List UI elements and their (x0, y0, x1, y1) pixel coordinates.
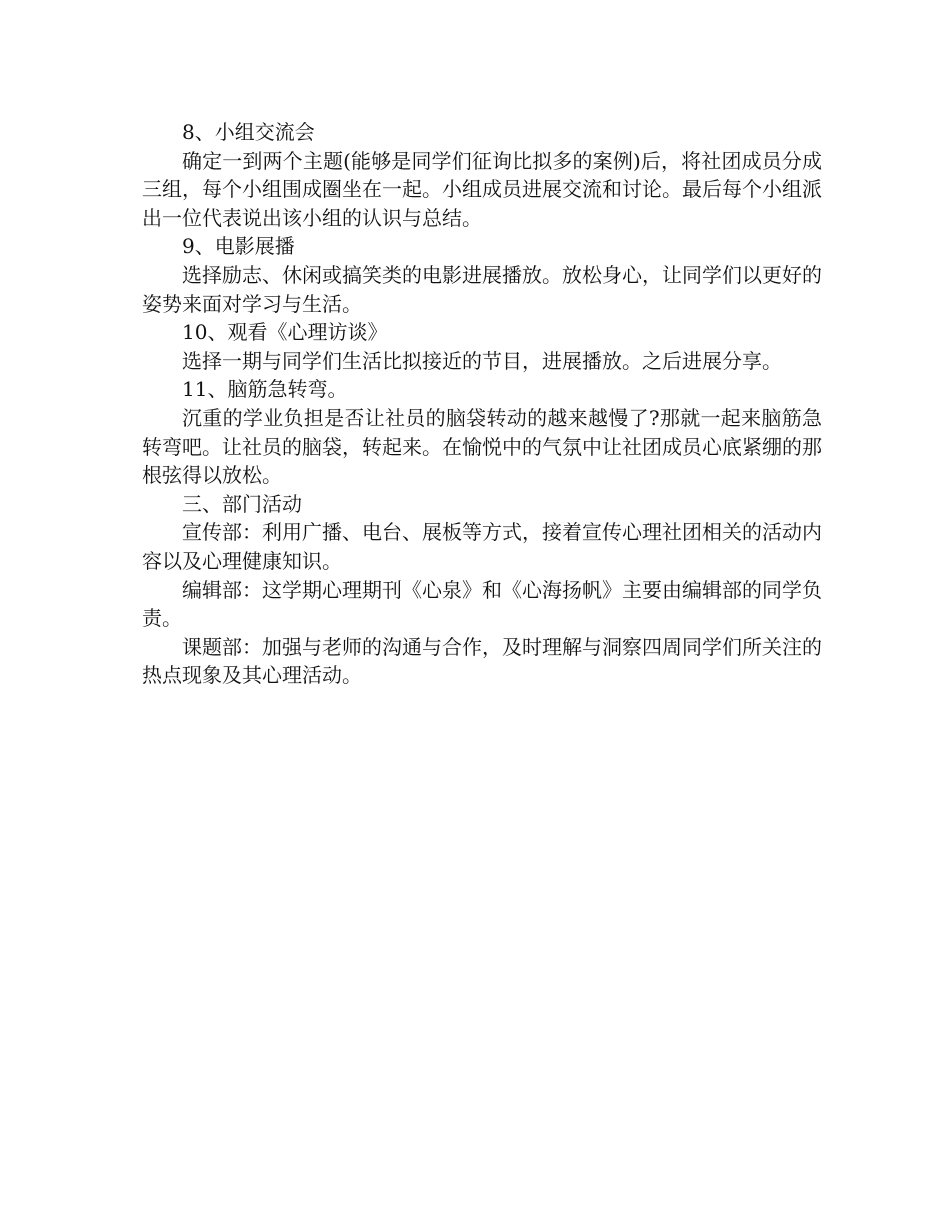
section-heading-11: 11、脑筋急转弯。 (182, 377, 348, 402)
paragraph-9: 选择励志、休闲或搞笑类的电影进展播放。放松身心，让同学们以更好的姿势来面对学习与生活。 (142, 262, 822, 316)
section-heading-9: 9、电影展播 (182, 234, 295, 259)
paragraph-10: 选择一期与同学们生活比拟接近的节目，进展播放。之后进展分享。 (182, 348, 782, 373)
paragraph-8: 确定一到两个主题(能够是同学们征询比拟多的案例)后，将社团成员分成三组，每个小组围成圈坐在一起。小组成员进展交流和讨论。最后每个小组派出一位代表说出该小组的认识与总结。 (142, 148, 822, 230)
section-heading-8: 8、小组交流会 (182, 120, 315, 144)
section-heading-10: 10、观看《心理访谈》 (182, 320, 388, 345)
paragraph-publicity: 宣传部：利用广播、电台、展板等方式，接着宣传心理社团相关的活动内容以及心理健康知识。 (142, 520, 822, 573)
section-heading-3: 三、部门活动 (182, 491, 302, 516)
paragraph-11: 沉重的学业负担是否让社员的脑袋转动的越来越慢了?那就一起来脑筋急转弯吧。让社员的脑袋，转起来。在愉悦中的气氛中让社团成员心底紧绷的那根弦得以放松。 (142, 405, 822, 488)
paragraph-research: 课题部：加强与老师的沟通与合作，及时理解与洞察四周同学们所关注的热点现象及其心理活动。 (142, 634, 822, 688)
paragraph-editorial: 编辑部：这学期心理期刊《心泉》和《心海扬帆》主要由编辑部的同学负责。 (142, 577, 822, 631)
document-page (142, 118, 822, 690)
